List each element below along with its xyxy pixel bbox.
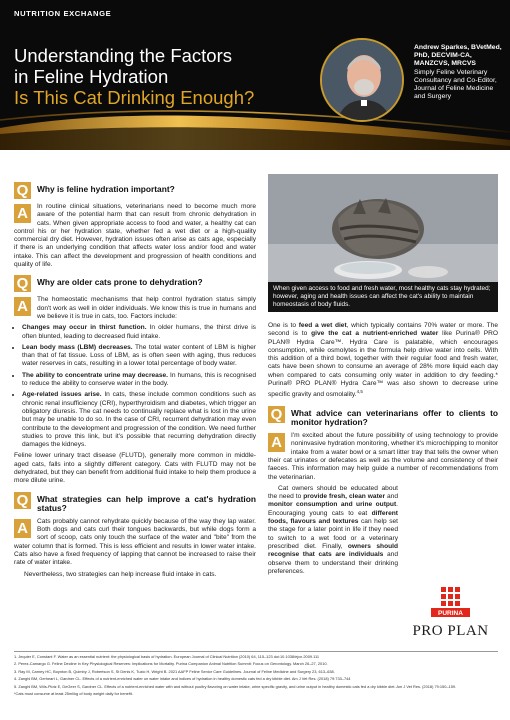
- answer-4: [268, 432, 498, 482]
- header-banner: [0, 0, 510, 150]
- list-item: [22, 372, 256, 389]
- flutd-paragraph: Feline lower urinary tract disease (FLUTD), generally more common in middle-aged cats, falls into a slightly different category. Cats with FLUTD may not be dehydrated, but they can benefit from additional fluid intake to help them produce a more dilute urine.: [14, 452, 256, 485]
- answer-icon: A: [14, 297, 31, 316]
- answer-icon: A: [14, 519, 31, 538]
- strategies-paragraph: One is to feed a wet diet, which typically contains 70% water or more. The second is to give the cat a nutrient-enriched water like Purina® PRO PLAN® Hydra Care™. Hydra Care is palatable, which encourages consumption, while osmolytes in the formula help drive water into cells. With this addition of a third bowl, together with their regular food and fresh water, cats have been shown to consume an average of 28% more liquid each day when compared to cats consuming only water in addition to dry feeding.* Purina® PRO PLAN® Hydra Care™ was also shown to decrease urine specific gravity and osmolality.$^{4,5}$: [268, 322, 499, 399]
- text-run: One is to: [268, 322, 299, 329]
- question-text: What strategies can help improve a cat's hydration status?: [37, 493, 256, 514]
- answer-text: In routine clinical situations, veterinarians need to become much more aware of the potential harm that can result from chronic dehydration in cats. When given appropriate access to food and water, a healthy cat can control his or her hydration state, whether fed a wet diet or a high-quality commercial dry diet. However, hydration issues often arise as cats age, especially if there is an underlying condition that affects water loss and/or food and water intake. This can affect the development and progression of health conditions and quality of life.: [14, 203, 256, 269]
- owner-advice-paragraph: [268, 485, 398, 576]
- text-run: Cat owners should be educated about the need to: [268, 484, 398, 501]
- emphasis: monitor consumption and urine output: [268, 501, 397, 509]
- author-block: [414, 44, 506, 101]
- bullet-head: The ability to concentrate urine may decrease.: [22, 371, 169, 379]
- title-line-2: in Feline Hydration: [14, 66, 169, 87]
- references: [14, 654, 498, 698]
- photo-caption: When given access to food and fresh water, most healthy cats stay hydrated; however, aging and health issues can affect the cat's ability to maintain homeostasis of body fluids.: [268, 282, 498, 312]
- reference-item: 4. Zanghi BM, Gerheart L, Gardner CL. Effects of a nutrient-enriched water on water intake and indices of hydration in healthy domestic cats fed a dry kibble diet. Am J Vet Res. (2018) 79:733–744: [14, 676, 351, 682]
- emphasis: owners should recognise that cats are individuals: [268, 542, 398, 559]
- question-icon: Q: [14, 182, 31, 199]
- author-name: Andrew Sparkes, BVetMed, PhD, DECVIM-CA, MANZCVS, MRCVS: [414, 44, 502, 68]
- bullet-body: In humans, this is recognised to reduce the ability to conserve water in the body.: [22, 371, 256, 388]
- question-text: What advice can veterinarians offer to clients to monitor hydration?: [291, 407, 498, 428]
- answer-icon: A: [268, 433, 285, 452]
- purina-pro-plan-logo: [403, 585, 498, 645]
- answer-text: I'm excited about the future possibility of using technology to provide noninvasive hydration monitoring, whether it's microchipping to monitor intake from a water bowl or a smart litter tray that tells the owner when their cat urinates or defecates as well as the volume and consistency of their faeces. This information may help guide a number of recommendations from the veterinarian.: [268, 432, 498, 481]
- list-item: [22, 391, 256, 449]
- logo-brand-text: PURINA: [438, 610, 463, 617]
- cat-illustration: [268, 174, 498, 282]
- reference-item: 2. Perez-Camargo G. Feline Decline in Key Physiological Reserves: Implications for Mortality. Purina Companion Animal Nutrition Summit: Focus on Gerontology. March 26–27, 2010.: [14, 661, 328, 667]
- reference-item: 5. Zanghi BM, Wils-Plotz E, DeGeer S, Gardner CL. Effects of a nutrient-enriched water with and without poultry flavoring on water intake, urine specific gravity, and urine output in healthy domestic cats fed a dry kibble diet. Am J Vet Res. (2018) 79:150–159.: [14, 683, 457, 689]
- emphasis: give the cat a nutrient-enriched water: [311, 330, 439, 338]
- reference-item: *Cats must consume at least 25ml/kg of body weight daily for benefit.: [14, 690, 133, 696]
- reference-item: 3. Ray M, Carney HC, Boynton B, Quimby J, Robertson S, St Denis K, Tuzio H, Wright B. 2021 AAFP Feline Senior Care Guidelines. Journal of Feline Medicine and Surgery 23, 613–638.: [14, 668, 335, 674]
- factor-list: [14, 324, 256, 449]
- strategies-intro: Nevertheless, two strategies can help increase fluid intake in cats.: [24, 570, 217, 578]
- question-3: [14, 492, 256, 514]
- author-photo: [320, 38, 404, 122]
- text-run: , which typically contains 70% water or more. The second is to: [268, 322, 499, 338]
- text-run: can help set the stage for a later point in life if they need to switch to a wet food or a veterinary prescribed diet. Finally,: [268, 518, 398, 550]
- bullet-head: Age-related issues arise.: [22, 391, 102, 399]
- author-affiliation: Simply Feline Veterinary Consultancy and Co-Editor, Journal of Feline Medicine and Surgery: [414, 68, 497, 101]
- question-1: [14, 182, 256, 199]
- right-column: [268, 322, 498, 579]
- cat-drinking-photo: [268, 174, 498, 282]
- bullet-head: Lean body mass (LBM) decreases.: [22, 343, 133, 351]
- answer-2: [14, 296, 256, 321]
- text-run: like Purina® PRO PLAN® Hydra Care™. Hydra Care is palatable, which encourages consumption, while osmolytes in the formula help drive water into cells. With this addition of a third bowl, together with their regular food and fresh water, cats have been shown to consume an average of 28% more liquid each day when compared to cats consuming only water in addition to dry feeding.* Purina® PRO PLAN® Hydra Care™ was also shown to decrease urine specific gravity and osmolality.: [268, 330, 498, 399]
- emphasis: different foods, flavours and textures: [268, 509, 398, 526]
- list-item: [22, 324, 256, 341]
- bullet-body: In older humans, the thirst drive is often blunted, leading to decreased fluid intake.: [22, 324, 256, 340]
- title-line-1: Understanding the Factors: [14, 45, 233, 66]
- question-4: [268, 406, 498, 428]
- bullet-body: In cats, these include common conditions such as chronic renal insufficiency (CRI), hyperthyroidism and diabetes, which trigger an obligatory diuresis. The cat needs to continually replace what is lost in the urine but may be unable to do so. In the case of CRI, recurrent dehydration may even contribute to the development and progression of the condition. We need further studies to prove this link, but it's possible that recurring dehydration directly damages the kidneys.: [22, 391, 256, 449]
- title-accent: Is This Cat Drinking Enough?: [14, 87, 255, 108]
- emphasis: provide fresh, clean water: [303, 493, 386, 501]
- answer-3: [14, 518, 256, 568]
- logo-product-text: PRO PLAN: [412, 623, 489, 639]
- question-icon: Q: [14, 275, 31, 292]
- emphasis: feed a wet diet: [298, 322, 347, 329]
- author-portrait-image: [322, 40, 404, 122]
- bullet-head: Changes may occur in thirst function.: [22, 324, 147, 332]
- text-run: . Encouraging young cats to eat: [268, 501, 398, 517]
- answer-1: [14, 203, 256, 269]
- answer-icon: A: [14, 204, 31, 223]
- left-column: [14, 176, 256, 582]
- answer-text: The homeostatic mechanisms that help control hydration status simply don't work as well in older individuals. We know this is true in humans and we believe it is true in cats, too. Factors include:: [37, 296, 256, 320]
- question-2: [14, 275, 256, 292]
- text-run: and observe them to understand their drinking preferences.: [268, 551, 398, 575]
- brand-logo-icon: [403, 585, 498, 645]
- question-text: Why is feline hydration important?: [37, 184, 175, 194]
- bullet-body: The total water content of LBM is higher than that of fat tissue. Loss of LBM, as is often seen with aging, thus reduces water reserves in cats, resulting in a lower total percentage of body water.: [22, 343, 257, 368]
- list-item: [22, 344, 256, 369]
- question-icon: Q: [268, 406, 285, 423]
- page-title: [14, 45, 314, 108]
- text-run: and: [385, 493, 398, 501]
- reference-item: 1. Jequier E, Constant F. Water as an essential nutrient: the physiological basis of hydration. European Journal of Clinical Nutrition (2010) 64, 115–123 doi:10.1038/ejcn.2009.111: [14, 654, 320, 659]
- question-icon: Q: [14, 492, 31, 509]
- references-divider: [14, 651, 498, 652]
- question-text: Why are older cats prone to dehydration?: [37, 277, 203, 288]
- answer-text: Cats probably cannot rehydrate quickly because of the way they lap water. Both dogs and cats curl their tongues backwards, but while dogs form a sort of scoop, cats only touch the surface of the water and "bite" from the water column that is formed. This is less efficient and results in lower water intake. Cats also have a fixed frequency of lapping that cannot be increased to raise their rate of water intake.: [14, 517, 256, 567]
- section-tag: NUTRITION EXCHANGE: [14, 9, 112, 18]
